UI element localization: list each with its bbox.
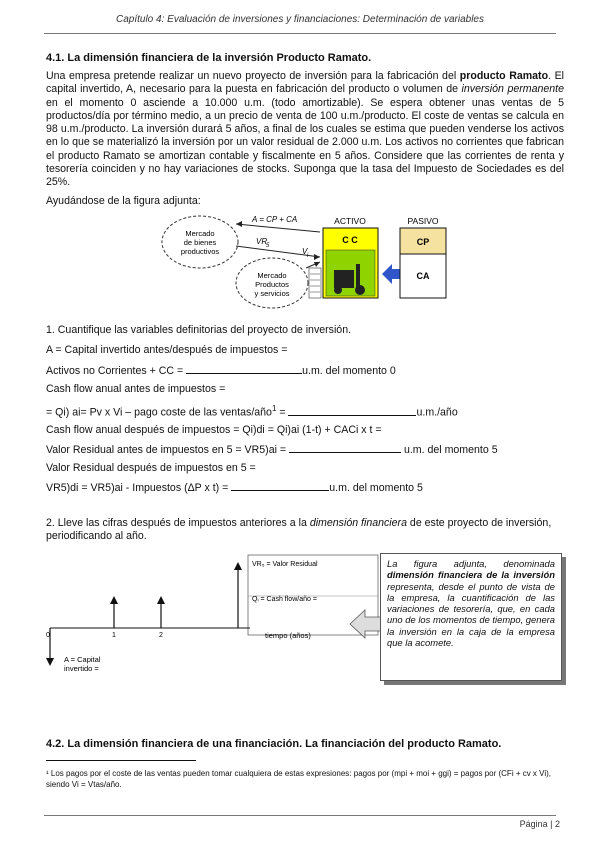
market-products-2: Productos [255,280,289,289]
arrow-a-head [236,221,242,227]
answer-blank[interactable] [186,364,302,374]
capital-line: A = Capital invertido antes/después de impuestos = [46,344,288,356]
footnote-ref: 1 [271,404,277,413]
market-goods-1: Mercado [185,229,215,238]
header-divider [44,33,556,34]
explanation-note [380,553,562,681]
footnote-divider [46,760,196,761]
vr-before-unit: u.m. del momento 5 [401,444,498,456]
figure-intro: Ayudándose de la figura adjunta: [46,195,201,207]
vr-sub: 5 [266,243,270,249]
vr-after-text: VR5)di = VR5)ai - Impuestos (ΔP x t) = [46,482,232,494]
capital-label-2: invertido = [64,664,99,673]
cp-label: CP [416,237,430,247]
para-e: en el momento 0 asciende a 10.000 u.m. (todo amortizable). Se espera obtener unas ventas de 5 productos/día por término medio, a un precio de venta de 100 u.m./producto. El coste de ventas se calcula en 98 u.m./producto. La inversión durará 5 años, a final de los cuales se estima que pueden venderse los activos en lo que se materializó la inversión por un valor residual de 2.000 u.m. Los activos no corrientes que fabrican el producto Ramato se amortizan contable y fiscalmente en 5 años. Considere que las corrientes de renta y tesorería coinciden y no hay variaciones de stocks. Suponga que la tasa del Impuesto de Sociedades es del 25%. [46,96,564,189]
note-a: La figura adjunta, denominada [387,558,555,569]
tick-0: 0 [46,632,50,639]
investment-figure [160,210,460,310]
arrow-a-line [236,224,320,232]
para-a: Una empresa pretende realizar un nuevo proyecto de inversión para la fabricación del [46,70,460,82]
activos-text: Activos no Corrientes + CC = [46,365,187,377]
arrow-a-label: A = CP + CA [252,215,298,224]
cf-equals: = [276,406,289,419]
question-2 [46,517,564,544]
ca-label: CA [416,271,430,281]
page-number: Página | 2 [519,819,560,829]
tick-1: 1 [112,632,116,639]
tractor-wheel-2 [355,285,365,295]
arrow-vr-head [314,254,320,260]
pasivo-label: PASIVO [407,216,439,226]
v-sub: i [307,253,309,259]
market-goods-2: de bienes [183,238,217,247]
para-c: . El capital invertido, A, necesario para la puesta en fabricación del producto o volumen de [46,70,564,96]
question-1: 1. Cuantifique las variables definitorias del proyecto de inversión. [46,324,352,336]
financial-dimension-timeline [40,550,385,680]
problem-statement [46,70,564,190]
activo-label: ACTIVO [334,216,366,226]
note-c: representa, desde el punto de vista de la empresa, la cuantificación de las variaciones de tesorería, que, en cada uno de los momentos de tiempo, genera la inversión en la caja de la empresa que la acomete. [387,580,555,649]
q2-c: de este proyecto de inversión, periodificando al año. [46,517,552,543]
cashflow-before-line: Cash flow anual antes de impuestos = [46,383,226,395]
activos-line [46,364,396,377]
vr-box-label: VR₅ = Valor Residual [252,561,318,568]
q-box-label: Qᵢ = Cash flow/año = [252,596,317,603]
vr-after-line: Valor Residual después de impuestos en 5 = [46,462,256,474]
answer-blank[interactable] [288,406,416,416]
para-b: producto Ramato [459,70,549,82]
cc-label: C C [342,235,358,245]
vr-after-formula-line [46,481,423,494]
activos-unit: u.m. del momento 0 [302,365,396,377]
page-header: Capítulo 4: Evaluación de inversiones y financiaciones: Determinación de variables [116,14,484,25]
footer-divider [44,815,556,816]
factory-chimney [356,264,360,288]
answer-blank[interactable] [231,481,329,491]
q2-b: dimensión financiera [309,517,407,529]
market-products-1: Mercado [257,271,287,280]
products-icon [309,268,321,298]
cf-formula: = Qi) ai= Pv x Vi – pago coste de las ventas/año [46,406,272,419]
cashflow-formula-line [46,404,458,419]
arrow-left-icon [382,264,401,284]
axis-label: tiempo (años) [265,631,311,640]
market-goods-3: productivos [180,247,220,256]
para-d: inversión permanente [461,83,564,96]
tick-2: 2 [159,632,163,639]
vr-after-unit: u.m. del momento 5 [329,482,423,494]
v-label: V [302,247,308,256]
note-b: dimensión financiera de la inversión [387,569,555,581]
vr-before-line [46,443,498,456]
vr-label: VR [256,237,268,246]
cf-unit: u.m./año [416,406,458,419]
tractor-wheel-1 [334,286,342,294]
section-title: 4.1. La dimensión financiera de la inversión Producto Ramato. [46,52,372,64]
section-2-title: 4.2. La dimensión financiera de una financiación. La financiación del producto Ramato. [46,738,502,750]
footnote: ¹ Los pagos por el coste de las ventas pueden tomar cualquiera de estas expresiones: pagos por (mpi + moi + ggi) = pagos por (CFi + cv x Vi), siendo Vi = Vtas/año. [46,769,552,789]
cashflow-after-line: Cash flow anual después de impuestos = Qi)di = Qi)ai (1-t) + CACi x t = [46,424,382,436]
market-products-3: y servicios [254,289,290,298]
answer-blank[interactable] [289,443,401,453]
vr-before-text: Valor Residual antes de impuestos en 5 = VR5)ai = [46,444,290,456]
capital-label-1: A = Capital [64,655,101,664]
factory-building [334,270,354,288]
q2-a: 2. Lleve las cifras después de impuestos anteriores a la [46,517,310,529]
